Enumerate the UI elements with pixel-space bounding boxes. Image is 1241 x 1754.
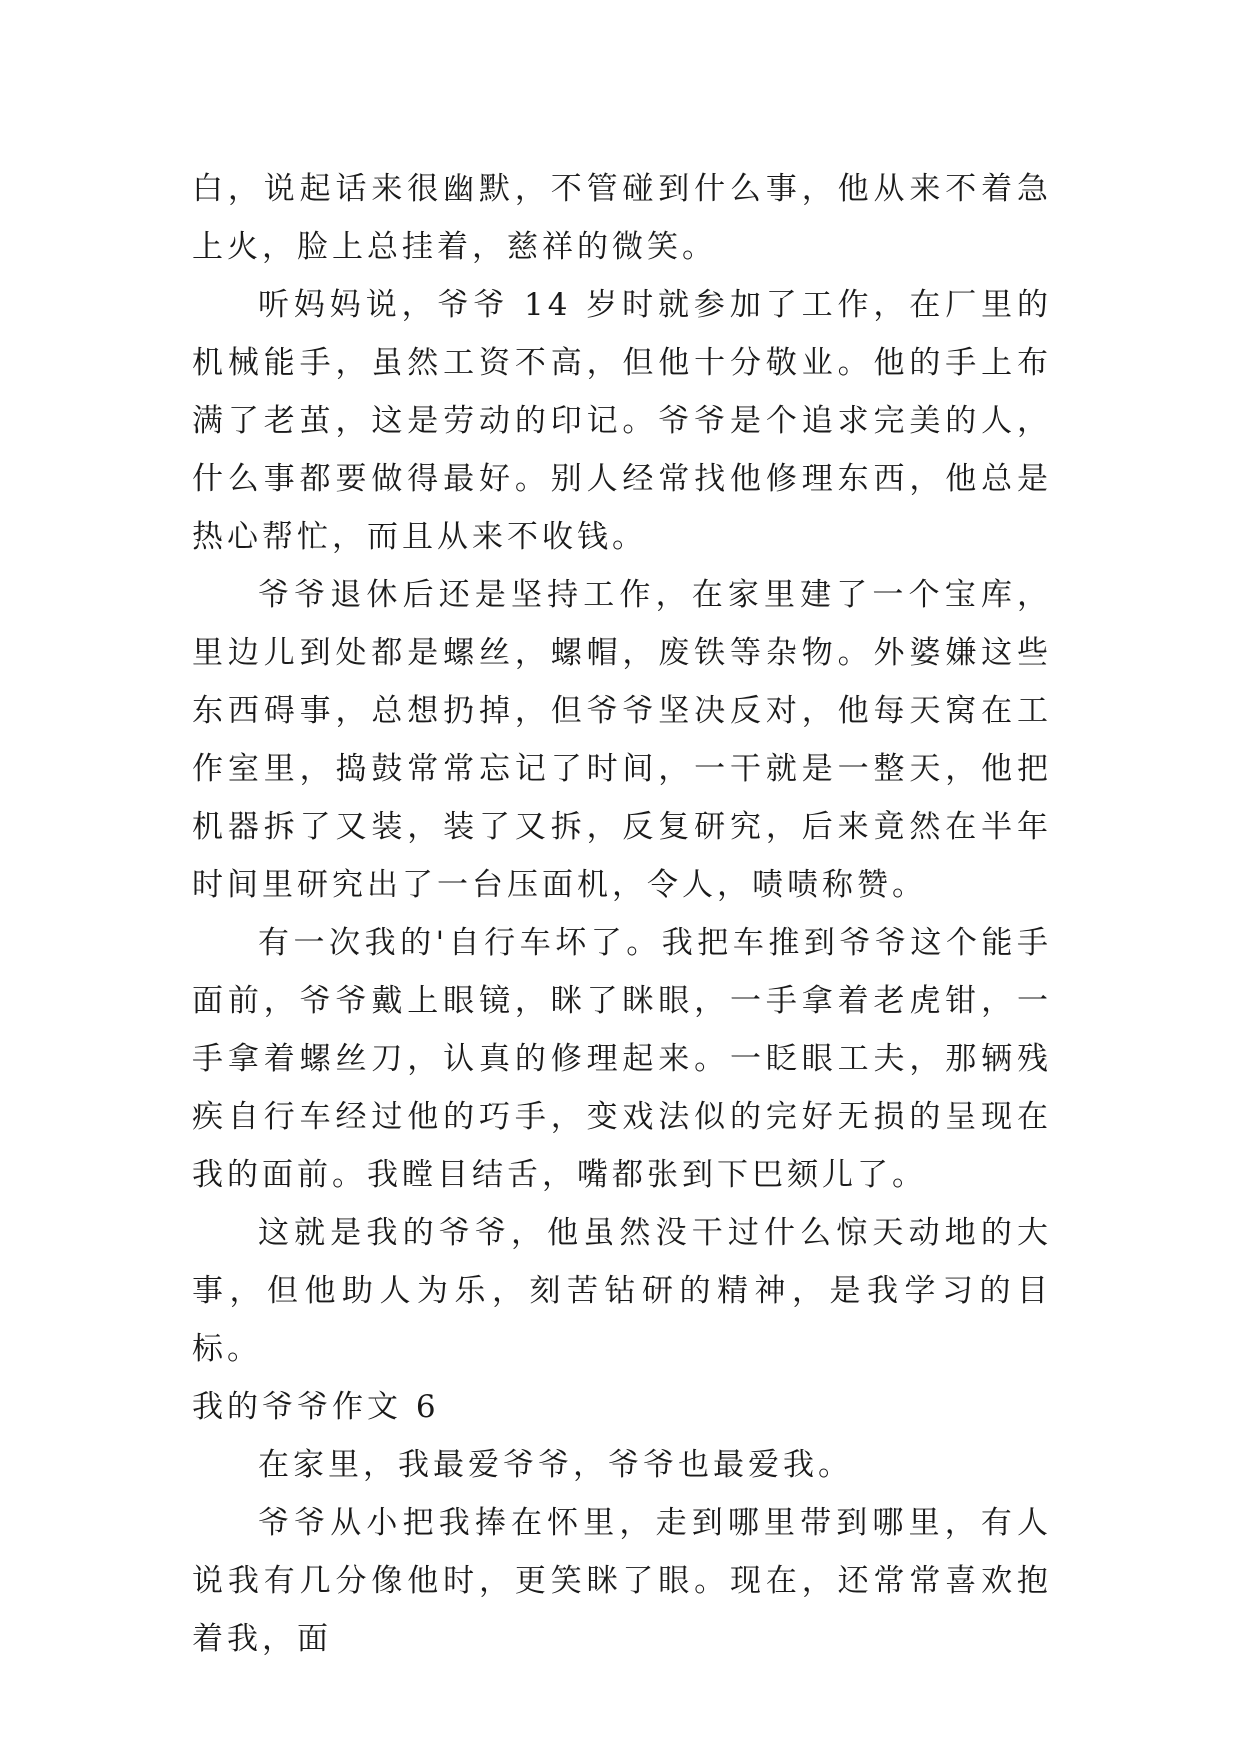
paragraph: 在家里，我最爱爷爷，爷爷也最爱我。 bbox=[258, 1447, 853, 1483]
paragraph: 有一次我的'自行车坏了。我把车推到爷爷这个能手面前，爷爷戴上眼镜，眯了眯眼，一手拿着老虎钳，一手拿着螺丝刀，认真的修理起来。一眨眼工夫，那辆残疾自行车经过他的巧手，变戏法似的完好无损的呈现在我的面前。我瞠目结舌，嘴都张到下巴颏儿了。 bbox=[192, 925, 1052, 1193]
paragraph: 爷爷从小把我捧在怀里，走到哪里带到哪里，有人说我有几分像他时，更笑眯了眼。现在，还常常喜欢抱着我，面 bbox=[192, 1505, 1052, 1657]
paragraph: 白，说起话来很幽默，不管碰到什么事，他从来不着急上火，脸上总挂着，慈祥的微笑。 bbox=[192, 171, 1052, 265]
document-body bbox=[192, 160, 1052, 1668]
paragraph: 听妈妈说，爷爷 14 岁时就参加了工作，在厂里的机械能手，虽然工资不高，但他十分敬业。他的手上布满了老茧，这是劳动的印记。爷爷是个追求完美的人，什么事都要做得最好。别人经常找他修理东西，他总是热心帮忙，而且从来不收钱。 bbox=[192, 287, 1052, 555]
section-heading: 我的爷爷作文 6 bbox=[192, 1389, 440, 1425]
paragraph: 这就是我的爷爷，他虽然没干过什么惊天动地的大事，但他助人为乐，刻苦钻研的精神，是我学习的目标。 bbox=[192, 1215, 1052, 1367]
paragraph: 爷爷退休后还是坚持工作，在家里建了一个宝库，里边儿到处都是螺丝，螺帽，废铁等杂物。外婆嫌这些东西碍事，总想扔掉，但爷爷坚决反对，他每天窝在工作室里，捣鼓常常忘记了时间，一干就是一整天，他把机器拆了又装，装了又拆，反复研究，后来竟然在半年时间里研究出了一台压面机，令人，啧啧称赞。 bbox=[192, 577, 1052, 903]
